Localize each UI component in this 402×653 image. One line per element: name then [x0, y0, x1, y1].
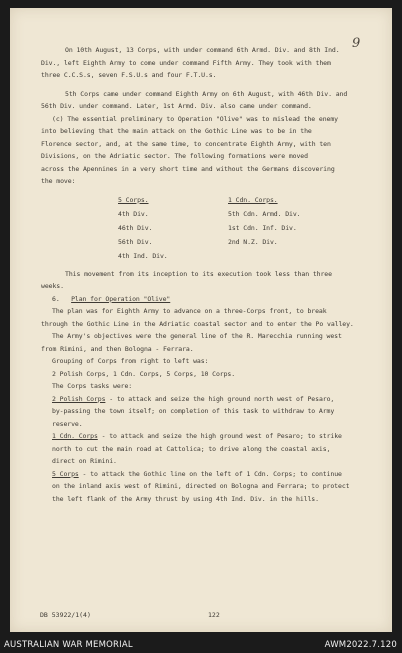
task3-line3: the left flank of the Army thrust by using 4th Ind. Div. in the hills. [52, 494, 319, 503]
formation-item: 46th Div. [118, 223, 153, 232]
formation-item: 1st Cdn. Inf. Div. [228, 223, 297, 232]
task3-line2: on the inland axis west of Rimini, directed on Bologna and Ferrara; to protect [52, 482, 350, 490]
para3-line6: the move: [41, 177, 76, 185]
formation-heading-5-corps: 5 Corps. [118, 195, 149, 204]
formation-item: 2nd N.Z. Div. [228, 237, 278, 246]
para3-line4: Divisions, on the Adriatic sector. The following formations were moved [41, 152, 308, 160]
formation-item: 4th Ind. Div. [118, 251, 168, 260]
para2-line2: 56th Div. under command. Later, 1st Armd. Div. also came under command. [41, 102, 312, 110]
para3-line5: across the Apennines in a very short time and without the Germans discovering [41, 164, 335, 173]
task2-line1: 1 Cdn. Corps - to attack and seize the high ground west of Pesaro; to strike [52, 432, 342, 440]
task2-label: 1 Cdn. Corps [52, 432, 98, 440]
task1-label: 2 Polish Corps [52, 394, 106, 403]
para1-line3: three C.C.S.s, seven F.S.U.s and four F.T.U.s. [41, 71, 217, 79]
footer-page-number: 122 [208, 611, 220, 619]
task1-line3: reserve. [52, 419, 83, 428]
task3-label: 5 Corps [52, 469, 79, 478]
para6-line1: The Army's objectives were the general line of the R. Marecchia running west [52, 332, 342, 340]
document-page [10, 8, 392, 632]
para4-line1: This movement from its inception to its execution took less than three [65, 269, 332, 278]
para9: The Corps tasks were: [52, 382, 133, 390]
para6-line2: from Rimini, and then Bologna - Ferrara. [41, 344, 194, 353]
para5-line1: The plan was for Eighth Army to advance on a three-Corps front, to break [52, 307, 327, 315]
section-title: Plan for Operation "Olive" [71, 294, 171, 303]
para1-line2: Div., left Eighth Army to come under command Fifth Army. They took with them [41, 58, 331, 67]
formation-heading-1-cdn-corps: 1 Cdn. Corps. [228, 195, 278, 204]
task2-line3: direct on Rimini. [52, 457, 117, 465]
footer-reference: DB 53922/1(4) [40, 611, 91, 619]
corner-page-mark: 9 [352, 36, 361, 51]
section-number: 6. [52, 294, 60, 303]
section-heading [28, 293, 388, 306]
task1-line2: by-passing the town itself; on completion of this task to withdraw to Army [52, 407, 335, 415]
formation-item: 56th Div. [118, 237, 153, 246]
formations-left [118, 193, 228, 263]
para5-line2: through the Gothic Line in the Adriatic coastal sector and to enter the Po valley. [41, 319, 354, 328]
archive-caption-left: AUSTRALIAN WAR MEMORIAL [4, 640, 133, 650]
formations-table [28, 193, 388, 263]
para3-line1: (c) The essential preliminary to Operation "Olive" was to mislead the enemy [52, 114, 339, 123]
para3-line2: into believing that the main attack on the Gothic Line was to be in the [41, 127, 312, 135]
task3-line1: 5 Corps - to attack the Gothic line on the left of 1 Cdn. Corps; to continue [52, 469, 342, 478]
task2-line2: north to cut the main road at Cattolica; to drive along the coastal axis, [52, 444, 331, 453]
para4-line2: weeks. [41, 282, 64, 290]
para2-line1: 5th Corps came under command Eighth Army on 6th August, with 46th Div. and [65, 89, 348, 98]
archive-caption-right: AWM2022.7.120 [324, 640, 397, 650]
para3-line3: Florence sector, and, at the same time, to concentrate Eighth Army, with ten [41, 139, 331, 148]
task1-line1: 2 Polish Corps - to attack and seize the high ground north west of Pesaro, [52, 394, 335, 403]
para8: 2 Polish Corps, 1 Cdn. Corps, 5 Corps, 10 Corps. [52, 369, 236, 378]
formation-item: 5th Cdn. Armd. Div. [228, 209, 301, 218]
document-body [28, 44, 388, 505]
formations-right [228, 193, 338, 263]
formation-item: 4th Div. [118, 209, 149, 218]
para7: Grouping of Corps from right to left was: [52, 357, 209, 365]
para1-line1: On 10th August, 13 Corps, with under command 6th Armd. Div. and 8th Ind. [65, 46, 340, 54]
